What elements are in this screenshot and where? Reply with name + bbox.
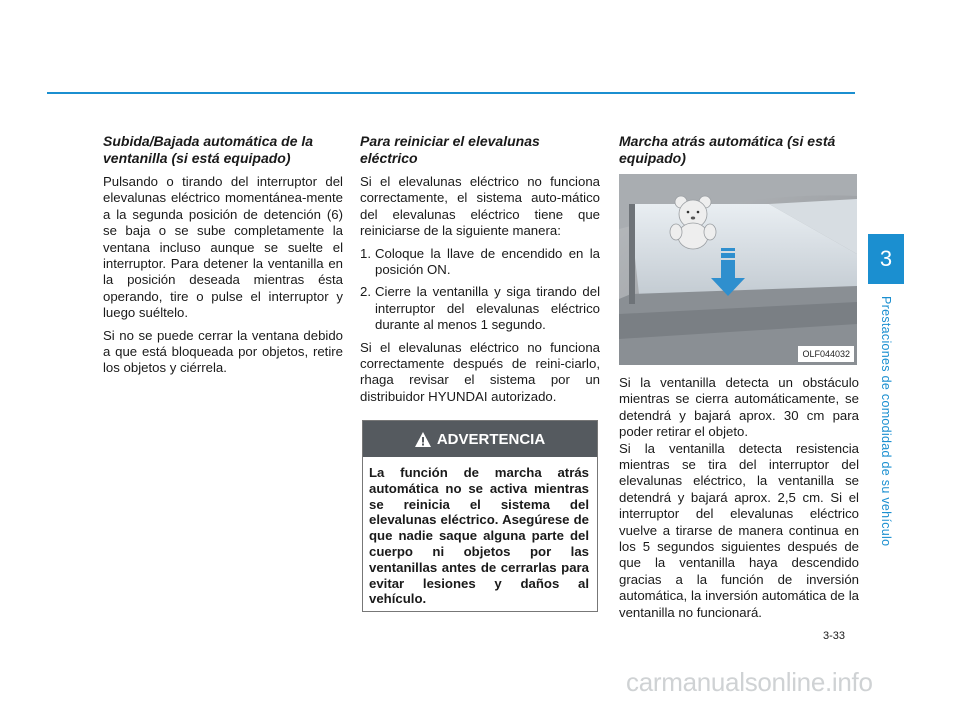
paragraph: Si el elevalunas eléctrico no funciona correctamente después de reini-ciarlo, rhaga revisar el sistema por un distribuidor HYUNDAI autorizado.	[360, 339, 600, 404]
column-reset	[360, 133, 600, 411]
warning-header	[363, 421, 597, 457]
warning-icon	[415, 432, 431, 447]
column-auto-up-down	[103, 133, 343, 383]
paragraph: Si la ventanilla detecta un obstáculo mientras se cierra automáticamente, se detendrá y bajará aprox. 30 cm para poder retirar el objeto.	[619, 375, 859, 440]
chapter-title-vertical	[874, 296, 898, 547]
step-text: Cierre la ventanilla y siga tirando del interruptor del elevalunas eléctrico durante al menos 1 segundo.	[375, 284, 600, 333]
watermark: carmanualsonline.info	[626, 667, 873, 697]
warning-box	[362, 420, 598, 612]
chapter-number: 3	[879, 246, 893, 271]
paragraph: Si la ventanilla detecta resistencia mientras se tira del interruptor del elevalunas eléctrico, la ventanilla se detendrá y bajará aprox. 2,5 cm. Si el interruptor del elevalunas eléctrico vuelve a tirarse de manera continua en los 5 segundos siguientes después de que la ventanilla haya descendido gracias a la función de inversión automática, la inversión automática de la ventanilla no funcionará.	[619, 440, 859, 620]
step-number: 2.	[360, 284, 371, 300]
paragraph: Si no se puede cerrar la ventana debido a que está bloqueada por objetos, retire los objetos y ciérrela.	[103, 327, 343, 376]
chapter-tab	[868, 234, 904, 284]
column-auto-reverse	[619, 133, 859, 627]
page-number: 3-33	[823, 630, 846, 642]
step-item	[360, 246, 600, 279]
step-item	[360, 284, 600, 333]
paragraph: Pulsando o tirando del interruptor del elevalunas eléctrico momentánea-mente a la segunda posición de detención (6) se baja o se sube completamente la ventana incluso aunque se suelte el interruptor. Para detener la ventanilla en la posición deseada mientras ésta operando, tire o pulse el interruptor y luego suéltelo.	[103, 174, 343, 321]
section-heading: Subida/Bajada automática de la ventanilla (si está equipado)	[103, 133, 314, 166]
warning-text: La función de marcha atrás automática no se activa mientras se reinicia el sistema del elevalunas eléctrico. Asegúrese de que nadie saque alguna parte del cuerpo ni objetos por las ventanillas antes de cerrarlas para evitar lesiones y daños al vehículo.	[369, 465, 589, 607]
section-heading: Marcha atrás automática (si está equipado)	[619, 133, 836, 166]
image-code: OLF044032	[798, 346, 854, 362]
step-number: 1.	[360, 245, 371, 261]
paragraph: Si el elevalunas eléctrico no funciona correctamente, el sistema auto-mático del elevalunas eléctrico tiene que reiniciarse de la siguiente manera:	[360, 174, 600, 239]
car-window-scene	[619, 174, 857, 365]
window-illustration	[619, 174, 857, 365]
step-text: Coloque la llave de encendido en la posición ON.	[375, 245, 600, 278]
warning-title: ADVERTENCIA	[436, 430, 546, 448]
chapter-title: Prestaciones de comodidad de su vehículo	[879, 296, 893, 547]
header-rule	[47, 92, 855, 94]
section-heading: Para reiniciar el elevalunas eléctrico	[360, 133, 540, 166]
